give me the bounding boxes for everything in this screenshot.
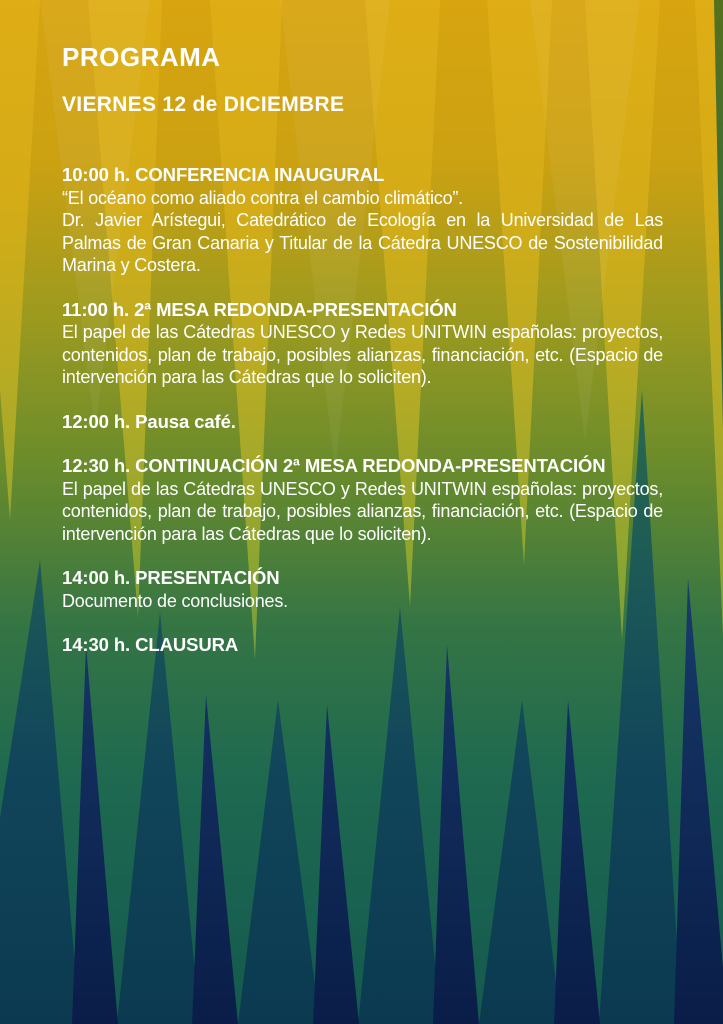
program-content bbox=[62, 42, 663, 679]
schedule-item-1400 bbox=[62, 567, 663, 612]
program-date: VIERNES 12 de DICIEMBRE bbox=[62, 93, 345, 116]
schedule-item-1100 bbox=[62, 299, 663, 389]
schedule-item-heading: 14:00 h. PRESENTACIÓN bbox=[62, 567, 280, 588]
schedule-item-heading: 11:00 h. 2ª MESA REDONDA-PRESENTACIÓN bbox=[62, 298, 457, 320]
schedule-item-text: Dr. Javier Arístegui, Catedrático de Ecología en la Universidad de Las Palmas de Gran Canaria y Titular de la Cátedra UNESCO de Sostenibilidad Marina y Costera. bbox=[62, 210, 663, 275]
schedule-item-text: Documento de conclusiones. bbox=[62, 590, 288, 611]
schedule-item-text: El papel de las Cátedras UNESCO y Redes UNITWIN españolas: proyectos, contenidos, plan de trabajo, posibles alianzas, financiación, etc. (Espacio de intervención para las Cátedras que lo soliciten). bbox=[62, 322, 663, 387]
schedule-item-heading: 10:00 h. CONFERENCIA INAUGURAL bbox=[62, 164, 385, 185]
schedule-item-1230 bbox=[62, 455, 663, 545]
schedule-item-heading: 12:00 h. Pausa café. bbox=[62, 410, 236, 432]
page-title: PROGRAMA bbox=[62, 42, 221, 72]
schedule-item-heading: 14:30 h. CLAUSURA bbox=[62, 634, 239, 655]
schedule-item-1000 bbox=[62, 164, 663, 277]
schedule-item-1200 bbox=[62, 411, 663, 434]
schedule-item-text: “El océano como aliado contra el cambio climático”. bbox=[62, 187, 463, 208]
schedule-item-1430 bbox=[62, 634, 663, 657]
schedule-item-text: El papel de las Cátedras UNESCO y Redes UNITWIN españolas: proyectos, contenidos, plan de trabajo, posibles alianzas, financiación, etc. (Espacio de intervención para las Cátedras que lo soliciten). bbox=[62, 478, 663, 544]
schedule-item-heading: 12:30 h. CONTINUACIÓN 2ª MESA REDONDA-PRESENTACIÓN bbox=[62, 455, 606, 476]
